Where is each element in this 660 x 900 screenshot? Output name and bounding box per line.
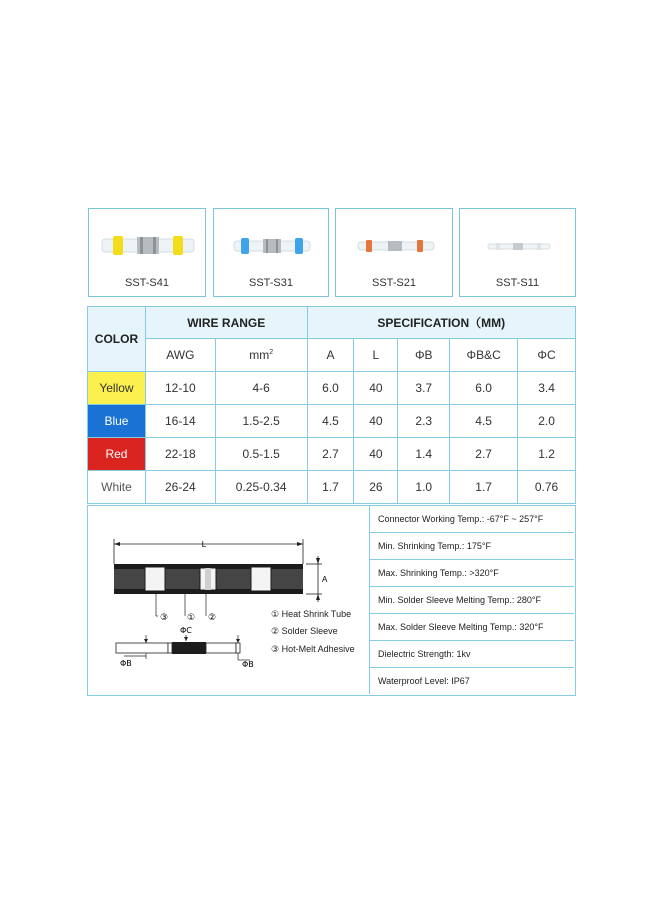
product-label: SST-S31 <box>248 277 294 289</box>
cell-phic: 2.0 <box>518 405 576 438</box>
cell-phic: 3.4 <box>518 372 576 405</box>
subheader-mm-text: mm <box>249 348 270 362</box>
cell-mm2: 4-6 <box>215 372 307 405</box>
cell-mm2: 0.5-1.5 <box>215 438 307 471</box>
cell-phib: 3.7 <box>398 372 450 405</box>
legend-hot-melt-adhesive: ③ Hot-Melt Adhesive <box>271 644 355 654</box>
cell-phic: 0.76 <box>518 471 576 504</box>
table-row <box>88 438 576 471</box>
table-row <box>88 471 576 504</box>
cell-a: 4.5 <box>307 405 354 438</box>
cell-a: 1.7 <box>307 471 354 504</box>
connector-image <box>214 209 330 269</box>
dim-label-phib-right: ΦB <box>242 660 254 669</box>
connector-image <box>336 209 454 269</box>
cell-awg: 16-14 <box>145 405 215 438</box>
properties-list <box>369 506 574 694</box>
cell-phib: 2.3 <box>398 405 450 438</box>
legend-heat-shrink-tube: ① Heat Shrink Tube <box>271 609 352 619</box>
cell-phibc: 4.5 <box>450 405 518 438</box>
color-swatch-red: Red <box>88 438 146 471</box>
cell-phib: 1.4 <box>398 438 450 471</box>
prop-min-shrinking-temp: Min. Shrinking Temp.: 175°F <box>370 533 574 560</box>
product-label: SST-S21 <box>371 277 417 289</box>
cell-a: 2.7 <box>307 438 354 471</box>
cell-l: 40 <box>354 438 398 471</box>
callout-2: ② <box>208 613 217 623</box>
cell-phib: 1.0 <box>398 471 450 504</box>
cell-l: 40 <box>354 405 398 438</box>
table-subheader-row <box>88 339 576 372</box>
cell-mm2: 0.25-0.34 <box>215 471 307 504</box>
callout-1: ① <box>187 613 196 623</box>
legend-solder-sleeve: ② Solder Sleeve <box>271 626 338 636</box>
connector-image <box>460 209 577 269</box>
header-wire-range: WIRE RANGE <box>145 307 307 339</box>
cell-phibc: 2.7 <box>450 438 518 471</box>
subheader-mm-sup: 2 <box>269 349 274 356</box>
table-header-row <box>88 307 576 339</box>
color-swatch-yellow: Yellow <box>88 372 146 405</box>
cell-l: 40 <box>354 372 398 405</box>
prop-waterproof-level: Waterproof Level: IP67 <box>378 676 470 686</box>
prop-min-solder-melting-temp: Min. Solder Sleeve Melting Temp.: 280°F <box>370 587 574 614</box>
prop-max-shrinking-temp: Max. Shrinking Temp.: >320°F <box>370 560 574 587</box>
prop-dielectric-strength: Dielectric Strength: 1kv <box>370 641 574 668</box>
subheader-mm2 <box>215 339 307 372</box>
table-row <box>88 405 576 438</box>
cell-awg: 26-24 <box>145 471 215 504</box>
cross-section-drawing <box>88 506 369 694</box>
cell-a: 6.0 <box>307 372 354 405</box>
subheader-phibc: ΦB&C <box>450 339 518 372</box>
cell-phibc: 6.0 <box>450 372 518 405</box>
cell-mm2: 1.5-2.5 <box>215 405 307 438</box>
callout-3: ③ <box>160 613 169 623</box>
product-label: SST-S41 <box>124 277 170 289</box>
subheader-awg: AWG <box>145 339 215 372</box>
product-label: SST-S11 <box>495 277 540 289</box>
cell-phic: 1.2 <box>518 438 576 471</box>
prop-working-temp: Connector Working Temp.: -67°F ~ 257°F <box>370 506 574 533</box>
cell-awg: 12-10 <box>145 372 215 405</box>
dim-label-phic: ΦC <box>180 626 192 635</box>
header-specification: SPECIFICATION（MM) <box>307 307 575 339</box>
table-row <box>88 372 576 405</box>
product-card-sst-s41 <box>88 208 206 297</box>
connector-diagram <box>88 506 369 694</box>
subheader-a: A <box>307 339 354 372</box>
product-card-sst-s31 <box>213 208 329 297</box>
details-panel <box>87 505 576 696</box>
product-card-sst-s11 <box>459 208 576 297</box>
cell-phibc: 1.7 <box>450 471 518 504</box>
dim-label-l: L <box>201 540 207 549</box>
header-color: COLOR <box>88 307 146 372</box>
color-swatch-blue: Blue <box>88 405 146 438</box>
dim-label-phib-left: ΦB <box>120 659 132 668</box>
connector-image <box>89 209 207 269</box>
cell-awg: 22-18 <box>145 438 215 471</box>
subheader-l: L <box>354 339 398 372</box>
product-thumbnails <box>88 208 576 297</box>
product-card-sst-s21 <box>335 208 453 297</box>
cell-l: 26 <box>354 471 398 504</box>
specification-table <box>87 306 576 504</box>
subheader-phib: ΦB <box>398 339 450 372</box>
prop-max-solder-melting-temp: Max. Solder Sleeve Melting Temp.: 320°F <box>370 614 574 641</box>
dim-label-a: A <box>322 575 328 584</box>
color-swatch-white: White <box>88 471 146 504</box>
subheader-phic: ΦC <box>518 339 576 372</box>
